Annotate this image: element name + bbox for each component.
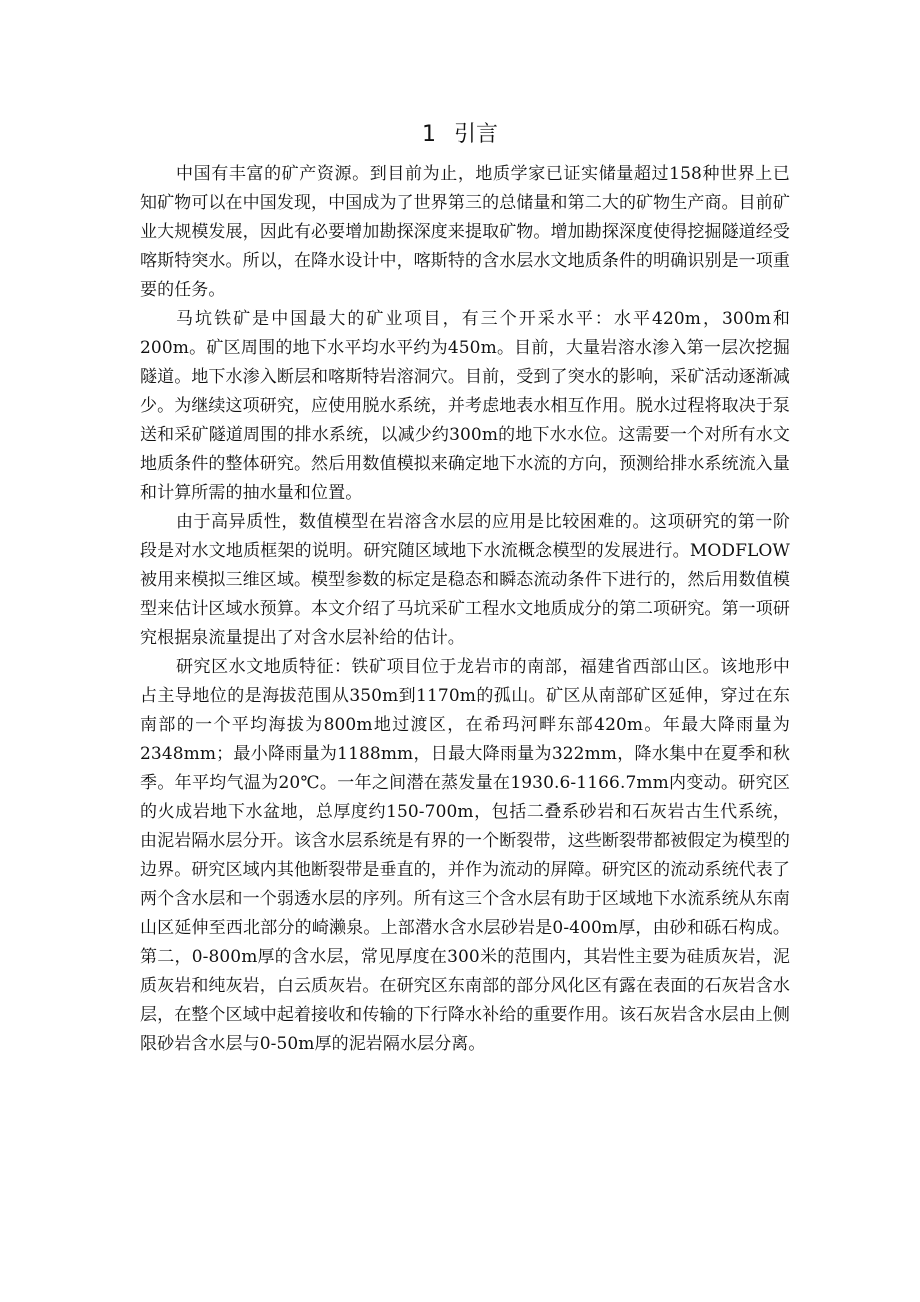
section-number: 1 (421, 122, 436, 147)
section-heading (0, 118, 920, 152)
paragraph-3: 由于高异质性，数值模型在岩溶含水层的应用是比较困难的。这项研究的第一阶段是对水文地质框架的说明。研究随区域地下水流概念模型的发展进行。MODFLOW被用来模拟三维区域。模型参数的标定是稳态和瞬态流动条件下进行的，然后用数值模型来估计区域水预算。本文介绍了马坑采矿工程水文地质成分的第二项研究。第一项研究根据泉流量提出了对含水层补给的估计。 (140, 512, 790, 648)
paragraph-1: 中国有丰富的矿产资源。到目前为止，地质学家已证实储量超过158种世界上已知矿物可以在中国发现，中国成为了世界第三的总储量和第二大的矿物生产商。目前矿业大规模发展，因此有必要增加勘探深度来提取矿物。增加勘探深度使得挖掘隧道经受喀斯特突水。所以，在降水设计中，喀斯特的含水层水文地质条件的明确识别是一项重要的任务。 (140, 164, 790, 300)
paragraph-4: 研究区水文地质特征：铁矿项目位于龙岩市的南部，福建省西部山区。该地形中占主导地位的是海拔范围从350m到1170m的孤山。矿区从南部矿区延伸，穿过在东南部的一个平均海拔为800m地过渡区，在希玛河畔东部420m。年最大降雨量为2348mm；最小降雨量为1188mm，日最大降雨量为322mm，降水集中在夏季和秋季。年平均气温为20℃。一年之间潜在蒸发量在1930.6-1166.7mm内变动。研究区的火成岩地下水盆地，总厚度约150-700m，包括二叠系砂岩和石灰岩古生代系统，由泥岩隔水层分开。该含水层系统是有界的一个断裂带，这些断裂带都被假定为模型的边界。研究区域内其他断裂带是垂直的，并作为流动的屏障。研究区的流动系统代表了两个含水层和一个弱透水层的序列。所有这三个含水层有助于区域地下水流系统从东南山区延伸至西北部分的崎濑泉。上部潜水含水层砂岩是0-400m厚，由砂和砾石构成。第二，0-800m厚的含水层，常见厚度在300米的范围内，其岩性主要为硅质灰岩，泥质灰岩和纯灰岩，白云质灰岩。在研究区东南部的部分风化区有露在表面的石灰岩含水层，在整个区域中起着接收和传输的下行降水补给的重要作用。该石灰岩含水层由上侧限砂岩含水层与0-50m厚的泥岩隔水层分离。 (140, 657, 790, 1054)
body-text (140, 160, 790, 1059)
section-title: 引言 (453, 122, 498, 147)
paragraph-2: 马坑铁矿是中国最大的矿业项目，有三个开采水平：水平420m，300m和200m。矿区周围的地下水平均水平约为450m。目前，大量岩溶水渗入第一层次挖掘隧道。地下水渗入断层和喀斯特岩溶洞穴。目前，受到了突水的影响，采矿活动逐渐减少。为继续这项研究，应使用脱水系统，并考虑地表水相互作用。脱水过程将取决于泵送和采矿隧道周围的排水系统，以减少约300m的地下水水位。这需要一个对所有水文地质条件的整体研究。然后用数值模拟来确定地下水流的方向，预测给排水系统流入量和计算所需的抽水量和位置。 (140, 309, 790, 503)
